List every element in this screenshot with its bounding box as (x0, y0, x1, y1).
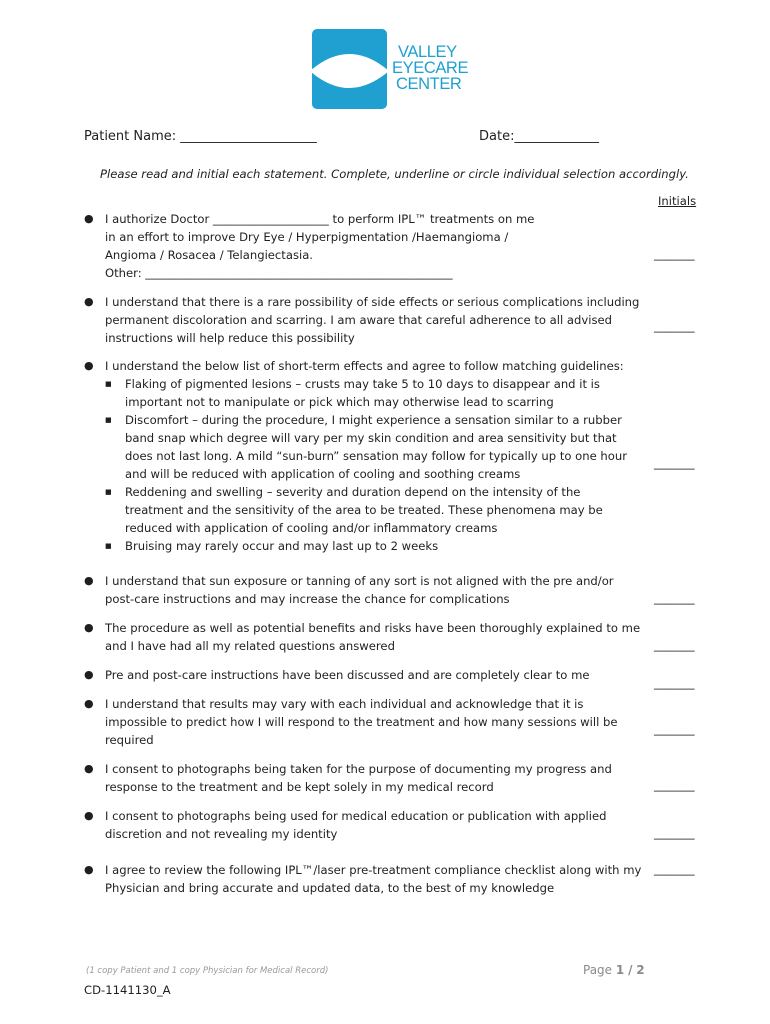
logo-text-center: CENTER (396, 75, 462, 93)
item-line: I understand that there is a rare possibility of side effects or serious complications including (105, 295, 640, 309)
initial-blank[interactable]: _______ (654, 778, 695, 792)
bullet-icon: ● (84, 621, 94, 634)
subitem-line: important not to manipulate or pick which may otherwise lead to scarring (125, 395, 554, 409)
logo-text-eyecare: EYECARE (392, 59, 469, 77)
valley-eyecare-logo-mark (312, 29, 387, 109)
initial-blank[interactable]: _______ (654, 456, 695, 470)
logo-text-valley: VALLEY (398, 43, 457, 61)
subitem-line: treatment and the sensitivity of the area to be treated. These phenomena may be (125, 503, 603, 517)
item-line: I understand that results may vary with each individual and acknowledge that it is (105, 697, 584, 711)
item-line: I consent to photographs being taken for the purpose of documenting my progress and (105, 762, 612, 776)
item-line: required (105, 733, 154, 747)
bullet-icon: ● (84, 574, 94, 587)
bullet-icon: ● (84, 668, 94, 681)
initial-blank[interactable]: _______ (654, 319, 695, 333)
item-line: I authorize Doctor ____________________ to perform IPL™ treatments on me (105, 212, 535, 226)
bullet-icon: ● (84, 762, 94, 775)
eye-icon (312, 29, 387, 109)
subitem-line: Bruising may rarely occur and may last up to 2 weeks (125, 539, 439, 553)
item-line: discretion and not revealing my identity (105, 827, 338, 841)
bullet-icon: ● (84, 697, 94, 710)
subitem-line: Flaking of pigmented lesions – crusts may take 5 to 10 days to disappear and it is (125, 377, 600, 391)
subitem-line: band snap which degree will vary per my skin condition and area sensitivity but that (125, 431, 617, 445)
item-line: Pre and post-care instructions have been discussed and are completely clear to me (105, 668, 590, 682)
instructions-text: Please read and initial each statement. Complete, underline or circle individual selection accordingly. (100, 167, 689, 181)
document-code: CD-1141130_A (84, 983, 171, 997)
page-number (583, 963, 645, 977)
initial-blank[interactable]: _______ (654, 826, 695, 840)
square-bullet-icon: ■ (105, 542, 112, 550)
bullet-icon: ● (84, 212, 94, 225)
initial-blank[interactable]: _______ (654, 247, 695, 261)
item-line: I understand that sun exposure or tanning of any sort is not aligned with the pre and/or (105, 574, 614, 588)
subitem-line: does not last long. A mild “sun-burn” sensation may follow for typically up to one hour (125, 449, 627, 463)
square-bullet-icon: ■ (105, 380, 112, 388)
item-line: in an effort to improve Dry Eye / Hyperpigmentation /Haemangioma / (105, 230, 509, 244)
initial-blank[interactable]: _______ (654, 638, 695, 652)
item-line: Angioma / Rosacea / Telangiectasia. (105, 248, 313, 262)
item-line: I consent to photographs being used for medical education or publication with applied (105, 809, 607, 823)
page-label: Page (583, 963, 613, 977)
date-field[interactable]: Date:_____________ (479, 129, 599, 144)
initial-blank[interactable]: _______ (654, 862, 695, 876)
item-line: impossible to predict how I will respond to the treatment and how many sessions will be (105, 715, 618, 729)
subitem-line: Discomfort – during the procedure, I might experience a sensation similar to a rubber (125, 413, 622, 427)
item-line: I agree to review the following IPL™/laser pre-treatment compliance checklist along with my (105, 863, 642, 877)
initial-blank[interactable]: _______ (654, 722, 695, 736)
square-bullet-icon: ■ (105, 488, 112, 496)
subitem-line: Reddening and swelling – severity and duration depend on the intensity of the (125, 485, 581, 499)
patient-name-field[interactable]: Patient Name: _____________________ (84, 129, 317, 144)
item-line: Other: _____________________________________________________ (105, 266, 453, 280)
bullet-icon: ● (84, 863, 94, 876)
initial-blank[interactable]: _______ (654, 676, 695, 690)
item-line: instructions will help reduce this possibility (105, 331, 355, 345)
initial-blank[interactable]: _______ (654, 591, 695, 605)
item-line: response to the treatment and be kept solely in my medical record (105, 780, 494, 794)
bullet-icon: ● (84, 809, 94, 822)
item-line: I understand the below list of short-term effects and agree to follow matching guidelines: (105, 359, 624, 373)
item-line: permanent discoloration and scarring. I am aware that careful adherence to all advised (105, 313, 612, 327)
footer-copy-note: (1 copy Patient and 1 copy Physician for Medical Record) (86, 966, 329, 976)
page-total: 2 (636, 963, 645, 977)
initials-column-header: Initials (658, 194, 697, 208)
bullet-icon: ● (84, 359, 94, 372)
subitem-line: reduced with application of cooling and/or inflammatory creams (125, 521, 498, 535)
page-separator: / (628, 963, 633, 977)
item-line: The procedure as well as potential benefits and risks have been thoroughly explained to me (105, 621, 641, 635)
subitem-line: and will be reduced with application of cooling and soothing creams (125, 467, 521, 481)
page-current: 1 (615, 963, 625, 977)
square-bullet-icon: ■ (105, 416, 112, 424)
item-line: and I have had all my related questions answered (105, 639, 395, 653)
item-line: Physician and bring accurate and updated data, to the best of my knowledge (105, 881, 555, 895)
item-line: post-care instructions and may increase the chance for complications (105, 592, 510, 606)
bullet-icon: ● (84, 295, 94, 308)
